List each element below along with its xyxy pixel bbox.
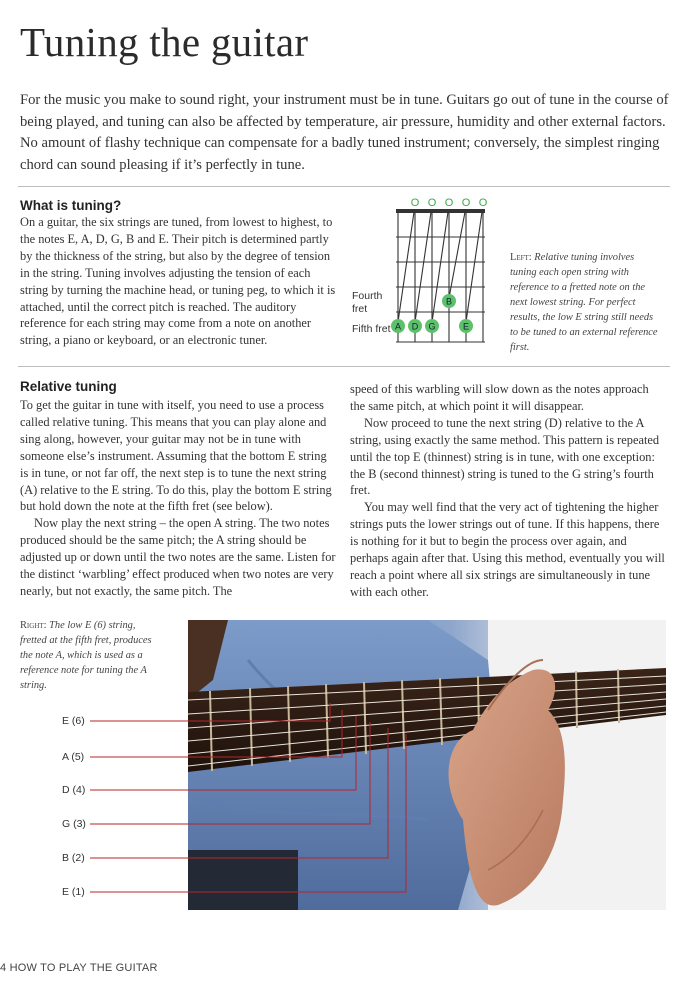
- caption-lead: Left:: [510, 252, 532, 263]
- relative-tuning-para: To get the guitar in tune with itself, you need to use a process called relative tuning. This means that you can play alone and sing along, however, your guitar may not be in tune with someone else’s instrument. Assuming that the bottom E string is in tune, or not far off, the next step is to tune the next string (A) relative to the E string. To do this, play the bottom E string but hold down the note at the fifth fret (see below).: [20, 398, 332, 514]
- fourth-fret-label: Fourth fret: [352, 290, 383, 315]
- string-label-d4: D (4): [62, 784, 86, 796]
- relative-tuning-para: Now proceed to tune the next string (D) relative to the A string, using exactly the same method. This pattern is repeated until the top E (thinnest) string is in tune, with one exception: the B (second thinnest) string is tuned to the G string’s fourth fret.: [350, 415, 660, 498]
- open-marker: O: [461, 197, 471, 209]
- dot-label-d: D: [411, 321, 419, 332]
- string-label-g3: G (3): [62, 818, 86, 830]
- open-marker: O: [427, 197, 437, 209]
- photo-caption: [20, 618, 160, 693]
- dot-label-e: E: [462, 321, 470, 332]
- relative-tuning-column-1: [20, 397, 336, 600]
- guitar-photo: [188, 620, 666, 910]
- relative-tuning-diagram: [348, 192, 496, 352]
- divider: [18, 366, 670, 367]
- relative-tuning-para: Now play the next string – the open A string. The two notes produced should be the same pitch; the A string should be adjusted up or down until the two notes are the same. Listen for the distinct ‘warbling’ effect produced when two notes are very nearly, but not exactly, the same pitch. The: [20, 516, 336, 598]
- caption-text: Relative tuning involves tuning each open string with reference to a fretted note on the next lowest string. For perfect results, the low E string still needs to be tuned to an external reference first.: [510, 252, 658, 353]
- string-label-a5: A (5): [62, 751, 85, 763]
- what-is-tuning-heading: What is tuning?: [20, 198, 122, 213]
- string-label-b2: B (2): [62, 852, 85, 864]
- divider: [18, 186, 670, 187]
- string-label-e1: E (1): [62, 886, 85, 898]
- fifth-fret-label: Fifth fret: [352, 323, 391, 335]
- page-footer: 4 HOW TO PLAY THE GUITAR: [0, 962, 158, 974]
- string-label-e6: E (6): [62, 715, 85, 727]
- relative-tuning-para: speed of this warbling will slow down as the notes approach the same pitch, at which point it will disappear.: [350, 382, 649, 413]
- open-marker: O: [478, 197, 488, 209]
- open-marker: O: [444, 197, 454, 209]
- intro-paragraph: For the music you make to sound right, your instrument must be in tune. Guitars go out of tune in the course of being played, and tuning can also be affected by temperature, air pressure, humidity and other external factors. No amount of flashy technique can compensate for a badly tuned instrument; conversely, the simplest ringing chord can sound pleasing if it’s perfectly in tune.: [20, 92, 669, 173]
- fifth-fret-dots: [391, 319, 473, 333]
- reference-arrows: [398, 212, 482, 322]
- relative-tuning-para: You may well find that the very act of tightening the higher strings puts the lower strings out of tune. If this happens, there is nothing for it but to begin the process over again, and perhaps again after that. Using this method, eventually you will reach a point where all six strings are simultaneously in tune with each other.: [350, 500, 665, 599]
- caption-lead: Right:: [20, 620, 47, 631]
- what-is-tuning-body: [20, 214, 336, 349]
- dot-label-g: G: [428, 321, 436, 332]
- relative-tuning-column-2: [350, 381, 666, 601]
- fretboard-nut: [396, 209, 485, 213]
- guitar-photo-illustration: [188, 620, 666, 910]
- open-string-markers: [411, 197, 488, 209]
- fourth-fret-dots: [442, 294, 456, 308]
- caption-text: The low E (6) string, fretted at the fifth fret, produces the note A, which is used as a reference note for tuning the A string.: [20, 620, 152, 691]
- dot-label-b: B: [445, 296, 453, 307]
- diagram-caption: [510, 250, 660, 355]
- what-is-tuning-text: On a guitar, the six strings are tuned, from lowest to highest, to the notes E, A, D, G, B and E. Their pitch is determined partly by the thickness of the string, but also by the degree of tension in the string. Tuning involves adjusting the tension of each string by turning the machine head, or tuning peg, to which it is attached, until the correct pitch is reached. The auditory reference for each string may come from a note on another string, a piano or keyboard, or an electronic tuner.: [20, 215, 336, 348]
- page-title: Tuning the guitar: [20, 19, 309, 65]
- open-marker: O: [410, 197, 420, 209]
- dot-label-a: A: [394, 321, 402, 332]
- relative-tuning-heading: Relative tuning: [20, 379, 117, 394]
